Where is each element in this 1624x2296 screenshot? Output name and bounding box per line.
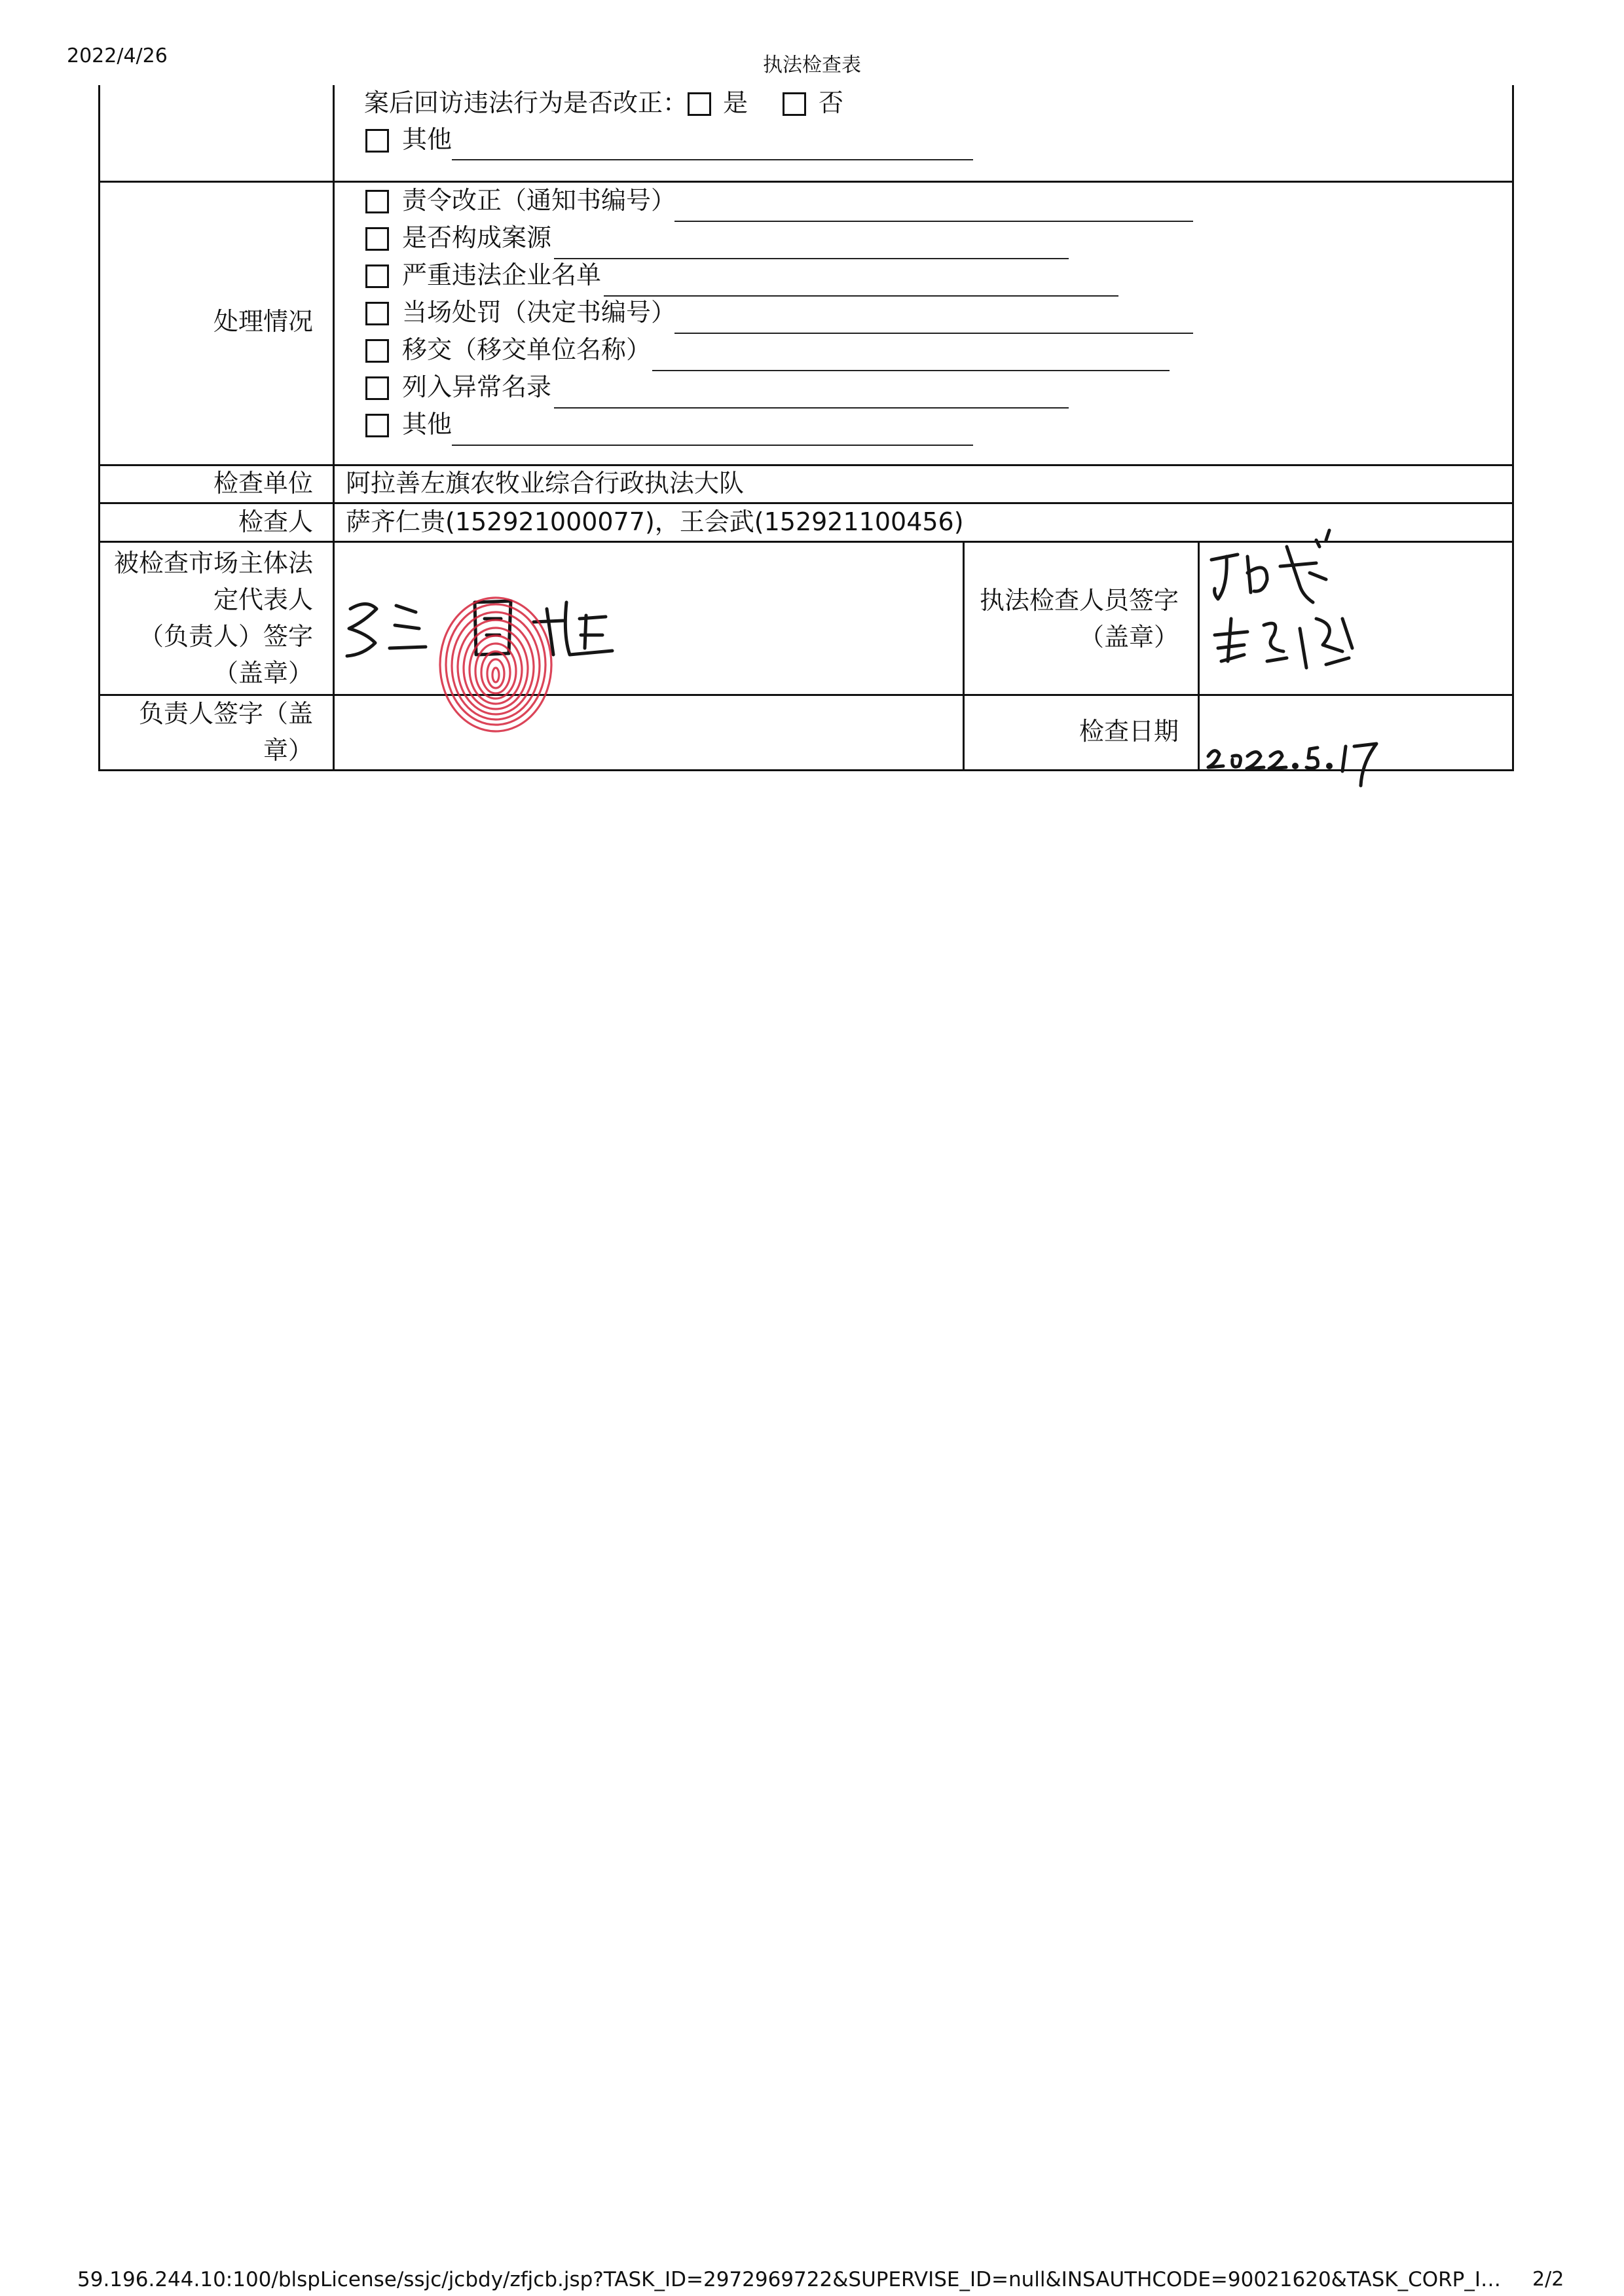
handling-option-label: 当场处罚（决定书编号）: [402, 298, 676, 327]
label-line: 执法检查人员签字: [979, 586, 1179, 615]
handling-option-label: 其他: [402, 410, 452, 439]
handling-option-label: 责令改正（通知书编号）: [402, 186, 676, 215]
handwritten-inspection-date: [1205, 727, 1421, 792]
followup-other-label: 其他: [402, 125, 452, 154]
handling-option-checkbox[interactable]: [365, 414, 389, 437]
handling-option-label: 是否构成案源: [402, 223, 552, 252]
fill-line: [674, 221, 1193, 222]
handling-option-checkbox[interactable]: [365, 302, 389, 325]
followup-yes-checkbox[interactable]: [688, 92, 711, 116]
followup-no-checkbox[interactable]: [783, 92, 806, 116]
fill-line: [604, 295, 1118, 297]
label-line: （盖章）: [1079, 623, 1179, 651]
handling-option-checkbox[interactable]: [365, 264, 389, 288]
handling-option-label: 列入异常名录: [402, 373, 552, 401]
label-line: （盖章）: [213, 659, 313, 687]
label-line: 负责人签字（盖: [138, 699, 313, 728]
handling-option-checkbox[interactable]: [365, 227, 389, 251]
fill-line: [674, 333, 1193, 334]
inspector-value: 萨齐仁贵(152921000077)，王会武(152921100456): [346, 507, 964, 536]
print-url: 59.196.244.10:100/blspLicense/ssjc/jcbdy/zfjcb.jsp?TASK_ID=2972969722&SUPERVISE_ID=null&INSAUTHCODE=90021620&TASK_CORP_I…: [77, 2268, 1502, 2291]
fingerprint-mark: [435, 592, 557, 737]
label-line: 被检查市场主体法: [113, 549, 313, 577]
inspector-label: 检查人: [238, 507, 313, 536]
label-line: 章）: [263, 736, 313, 765]
followup-other-checkbox[interactable]: [365, 129, 389, 153]
inspection-unit-value: 阿拉善左旗农牧业综合行政执法大队: [346, 469, 745, 498]
fill-line: [452, 445, 973, 446]
print-date: 2022/4/26: [67, 45, 168, 67]
officer-handwritten-signatures: [1202, 520, 1398, 697]
label-line: （负责人）签字: [138, 622, 313, 651]
principal-signature-label: [105, 695, 313, 769]
inspection-unit-label: 检查单位: [213, 469, 313, 498]
inspection-date-label: 检查日期: [1079, 717, 1179, 746]
followup-other-line: [452, 159, 973, 160]
handling-label: 处理情况: [213, 307, 313, 336]
handling-option-checkbox[interactable]: [365, 339, 389, 363]
handling-option-label: 严重违法企业名单: [402, 261, 602, 289]
fill-line: [652, 370, 1170, 371]
followup-no-label: 否: [819, 88, 844, 117]
document-title: 执法检查表: [763, 54, 861, 77]
handling-option-checkbox[interactable]: [365, 376, 389, 400]
handling-option-label: 移交（移交单位名称）: [402, 335, 652, 364]
fill-line: [554, 407, 1069, 409]
subject-signature-label: [105, 545, 313, 691]
followup-yes-label: 是: [723, 88, 748, 117]
handling-option-checkbox[interactable]: [365, 190, 389, 213]
fill-line: [554, 258, 1069, 259]
officer-signature-label: [969, 582, 1179, 655]
followup-question: 案后回访违法行为是否改正：: [364, 88, 688, 117]
page-number: 2/2: [1532, 2268, 1564, 2291]
label-line: 定代表人: [213, 585, 313, 614]
